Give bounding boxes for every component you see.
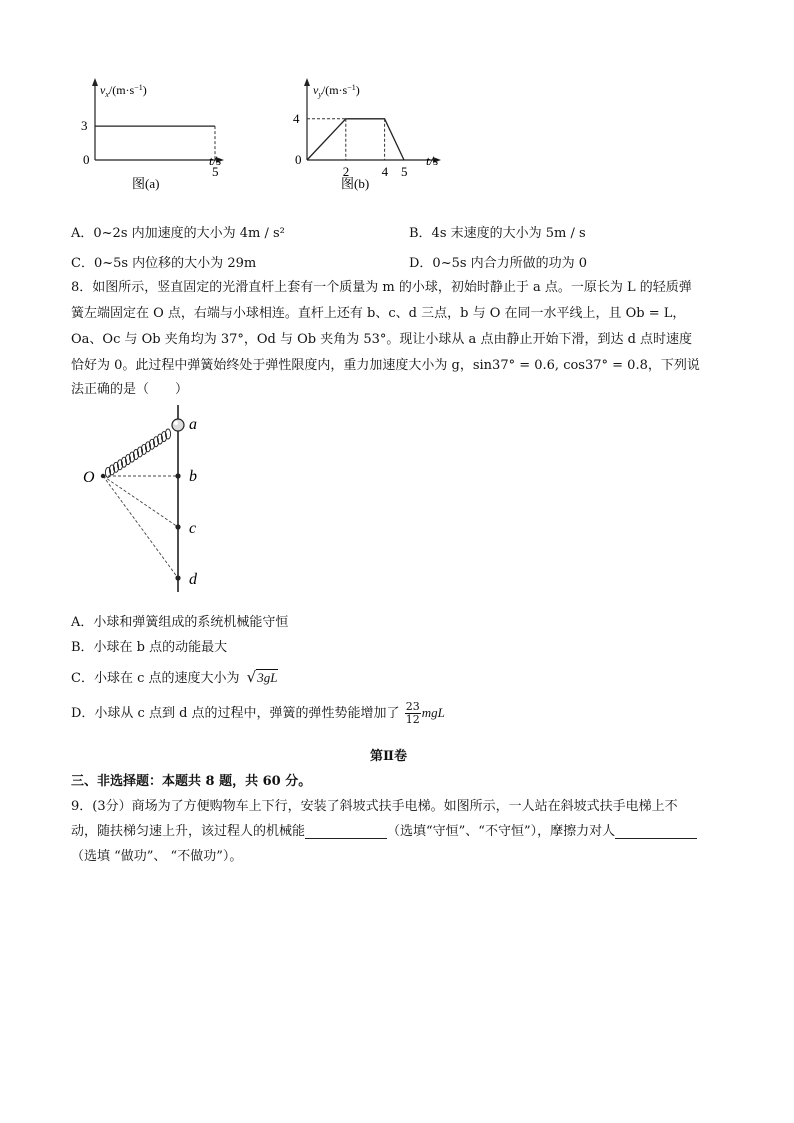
graph-a-x-label: t/s [209,153,222,168]
graph-a-caption: 图(a) [132,176,160,191]
q7-option-b: B．4s 末速度的大小为 5m / s [409,226,586,241]
q9-line-1: 9．(3分）商场为了方便购物车上下行，安装了斜坡式扶手电梯。如图所示，一人站在斜坡式扶手电梯上不 [71,799,678,814]
fraction: $\frac{23}{12}$ [405,700,420,726]
graph-b-origin: 0 [295,152,302,167]
label-a: a [189,416,197,433]
q8-option-c-text: C．小球在 c 点的速度大小为 [71,671,240,686]
graph-b-series-line [307,119,404,160]
graph-b-y-arrow [304,78,310,86]
q7-option-c: C．0~5s 内位移的大小为 29m [71,256,257,271]
q8-stem-line-2: 簧左端固定在 O 点，右端与小球相连。直杆上还有 b、c、d 三点，b 与 O 在同一水平线上，且 Ob = L， [71,306,686,321]
point-b [175,473,180,478]
section-heading: 三、非选择题：本题共 8 题，共 60 分。 [71,774,312,789]
point-o [101,474,105,478]
graph-a-origin: 0 [83,152,90,167]
q9-line-2 [71,820,697,839]
q8-stem-line-1: 8．如图所示，竖直固定的光滑直杆上套有一个质量为 m 的小球，初始时静止于 a 点。一原长为 L 的轻质弹 [71,280,692,295]
ball [172,419,184,431]
q8-figure [78,402,218,600]
q8-stem-line-3: Oa、Oc 与 Ob 夹角均为 37°，Od 与 Ob 夹角为 53°。现让小球从 a 点由静止开始下滑，到达 d 点时速度 [71,332,693,347]
graph-b-caption: 图(b) [341,176,370,191]
answer-blank-1[interactable] [305,824,387,839]
graph-a [70,78,245,198]
label-c: c [189,520,197,537]
q7-option-d: D．0~5s 内合力所做的功为 0 [409,256,588,271]
line-od [103,476,178,578]
q8-option-a: A．小球和弹簧组成的系统机械能守恒 [71,615,289,630]
line-oc [103,476,178,527]
graph-b-x-tick-2: 2 [342,164,350,179]
label-b: b [189,468,197,485]
sqrt-expression: √3gL [246,668,278,686]
label-o: O [83,469,95,486]
q7-option-a: A．0~2s 内加速度的大小为 4m / s² [71,226,285,241]
q8-option-d-text: D．小球从 c 点到 d 点的过程中，弹簧的弹性势能增加了 [71,706,400,721]
point-d [175,575,180,580]
q8-option-b: B．小球在 b 点的动能最大 [71,640,228,655]
q8-stem-line-5: 法正确的是（ ） [71,382,189,397]
graph-b-x-label: t/s [426,153,439,168]
graph-a-x-tick: 5 [212,164,219,179]
graph-b [287,78,462,198]
graph-b-y-tick: 4 [293,110,300,126]
point-c [175,524,180,529]
graph-b-x-tick-4: 4 [381,164,389,179]
q9-line-2-text-a: 动，随扶梯匀速上升，该过程人的机械能 [71,824,306,839]
q8-stem-line-4: 恰好为 0。此过程中弹簧始终处于弹性限度内，重力加速度大小为 g，sin37° = 0.6, cos37° = 0.8，下列说 [71,358,700,373]
q9-line-3: （选填 “做功”、 “不做功”）。 [71,849,243,864]
volume-title: 第Ⅱ卷 [370,749,407,764]
q8-option-c [71,667,278,686]
q8-option-d: D．小球从 c 点到 d 点的过程中，弹簧的弹性势能增加了 $\frac{23}{12}$ mgL [71,700,445,726]
answer-blank-2[interactable] [615,824,697,839]
graph-a-y-arrow [92,78,98,86]
ball-highlight [174,421,178,425]
graph-a-y-label: $v_x/(m\cdot s^{-1})$ [100,83,147,99]
graph-b-x-tick-5: 5 [401,164,408,179]
q9-line-2-text-b: （选填“守恒”、“不守恒”），摩擦力对人 [387,824,616,839]
graph-a-y-tick: 3 [81,118,88,134]
graph-b-y-label: $v_y/(m\cdot s^{-1})$ [313,83,360,99]
spring [105,429,170,477]
label-d: d [189,571,197,588]
